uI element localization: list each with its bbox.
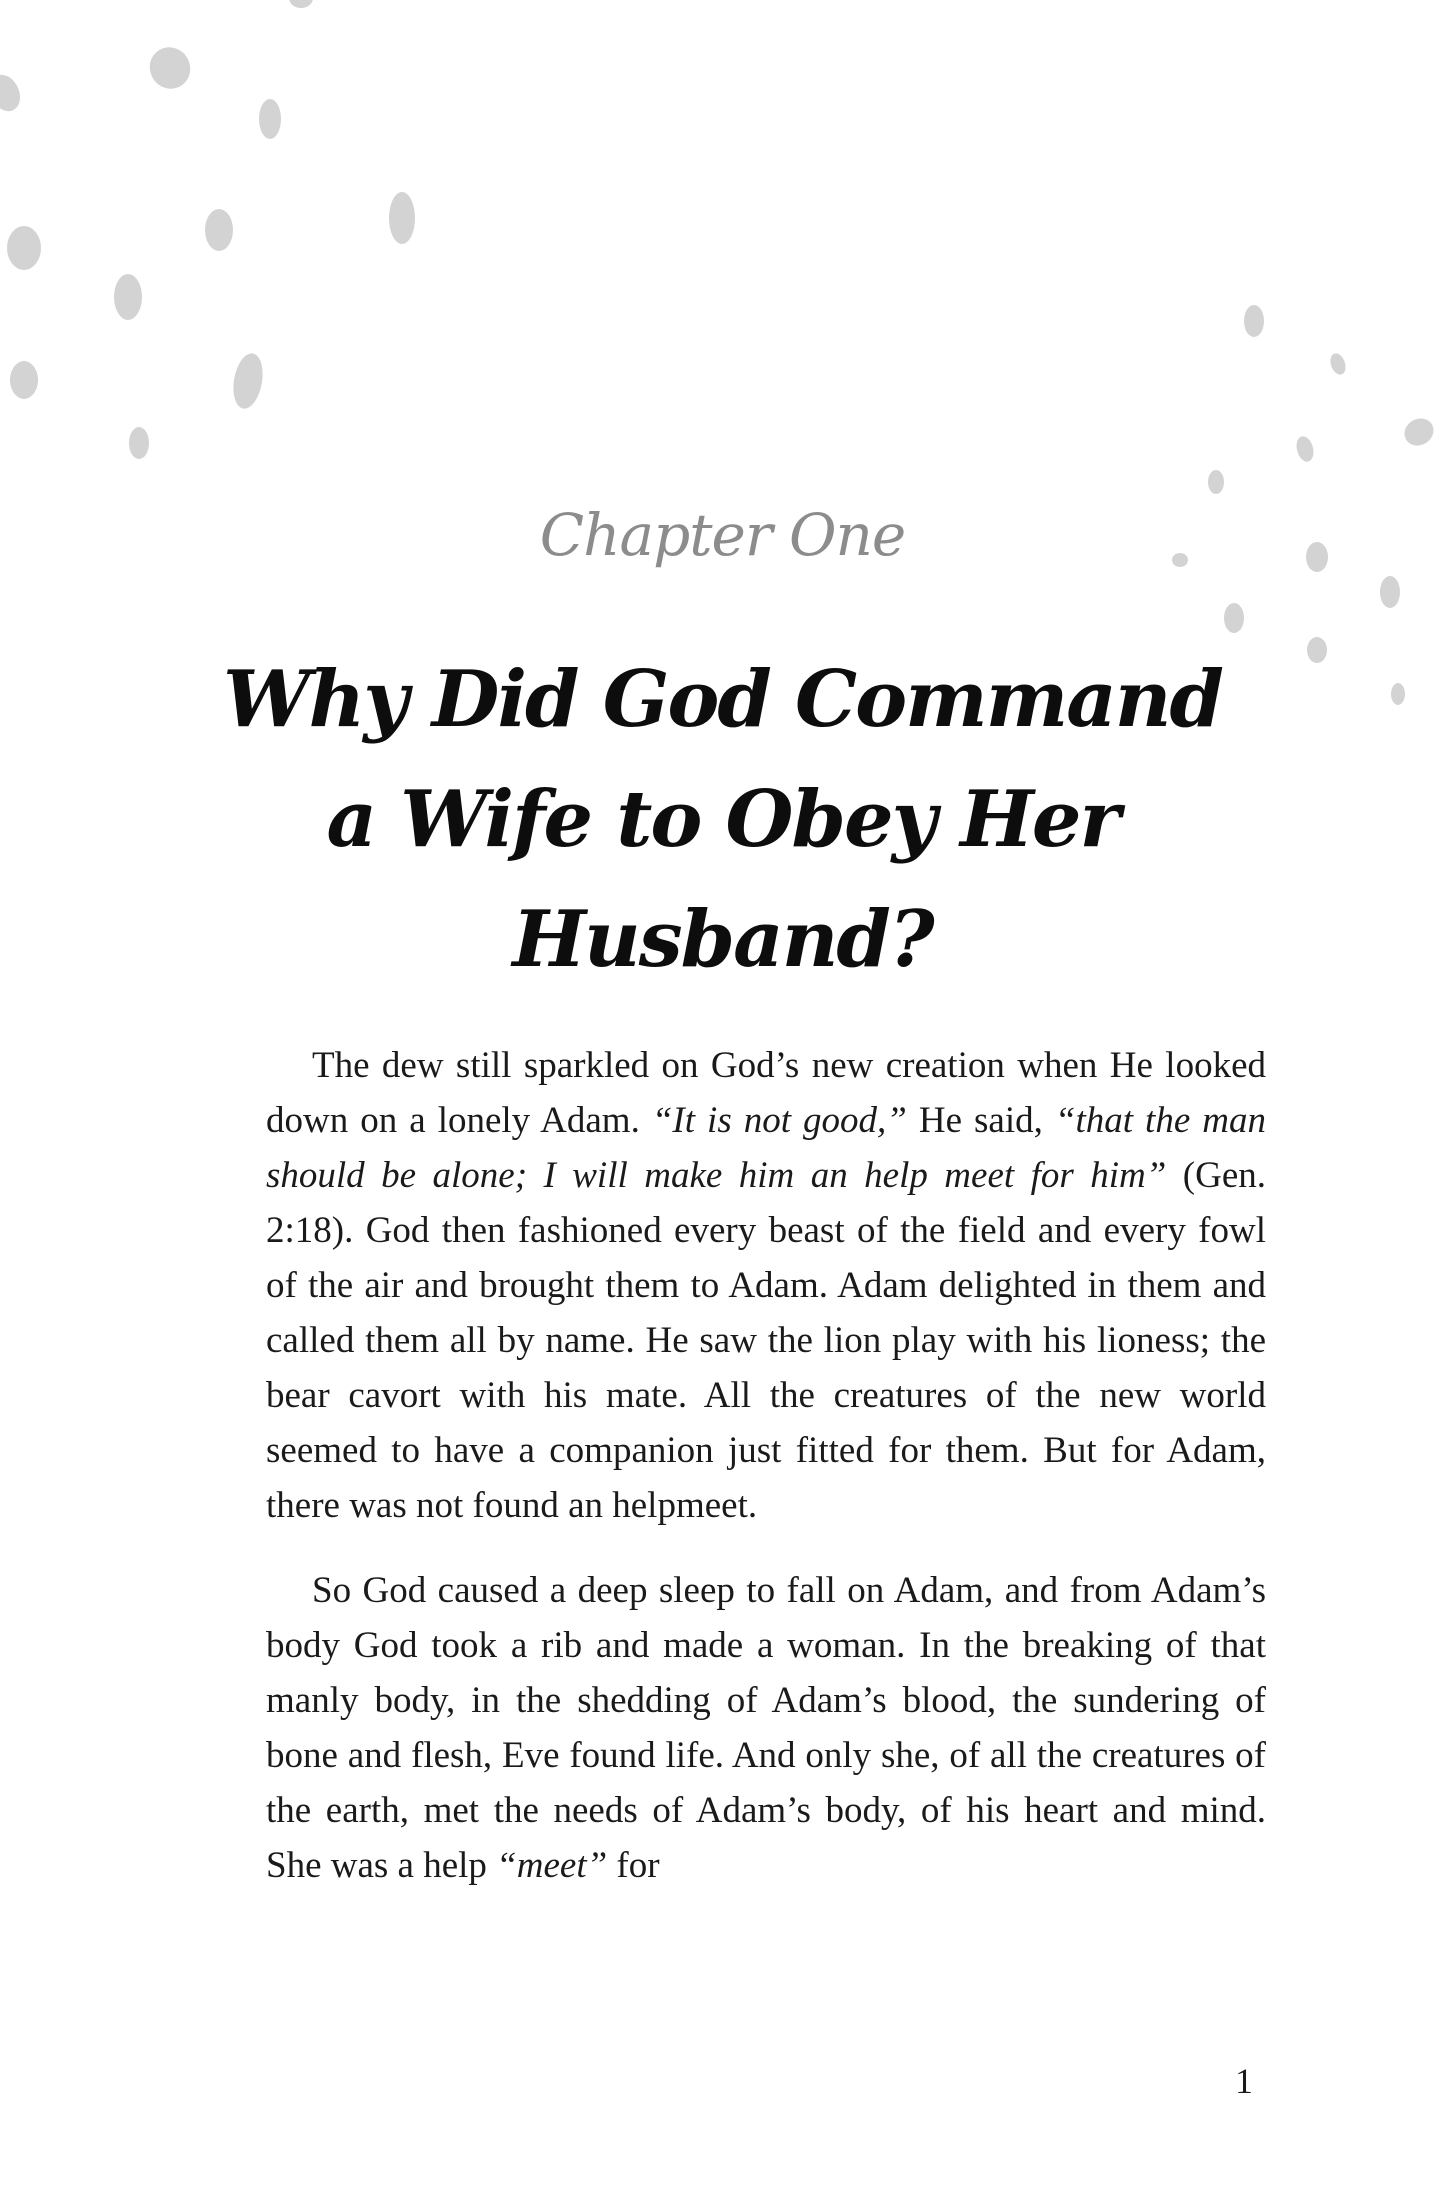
- dot-decoration-icon: [129, 427, 149, 459]
- dot-decoration-icon: [1380, 576, 1400, 608]
- dot-decoration-icon: [1391, 683, 1405, 705]
- chapter-body: [266, 1038, 1266, 1893]
- dot-decoration-icon: [7, 226, 41, 270]
- scripture-quote: “It is not good,”: [651, 1100, 907, 1141]
- dot-decoration-icon: [205, 209, 233, 251]
- paragraph: [266, 1038, 1266, 1533]
- dot-decoration-icon: [389, 192, 415, 244]
- dot-decoration-icon: [1244, 305, 1264, 337]
- page-number: 1: [1235, 2061, 1253, 2101]
- dot-decoration-icon: [1400, 413, 1439, 451]
- dot-decoration-icon: [1208, 470, 1224, 494]
- dot-decoration-icon: [114, 274, 142, 320]
- dot-decoration-icon: [289, 0, 313, 8]
- dot-decoration-icon: [1224, 603, 1244, 633]
- dot-decoration-icon: [259, 99, 281, 139]
- paragraph: [266, 1563, 1266, 1893]
- text-segment: The dew still sparkled on God’s new creation when He looked down on a lonely Adam.: [266, 1045, 1266, 1141]
- scripture-quote: “that the man should be alone; I will make him an help meet for him”: [266, 1100, 1266, 1196]
- dot-decoration-icon: [142, 40, 198, 96]
- text-segment: (Gen. 2:18). God then fashioned every beast of the field and every fowl of the air and brought them to Adam. Adam delighted in them and called them all by name. He saw the lion play with his lioness; the bear cavort with his mate. All the creatures of the new world seemed to have a companion just fitted for them. But for Adam, there was not found an helpmeet.: [266, 1155, 1266, 1526]
- dot-decoration-icon: [1294, 434, 1316, 463]
- dot-decoration-icon: [0, 70, 26, 116]
- text-segment: for: [607, 1845, 660, 1886]
- text-segment: So God caused a deep sleep to fall on Adam, and from Adam’s body God took a rib and made a woman. In the breaking of that manly body, in the shedding of Adam’s blood, the sundering of bone and flesh, Eve found life. And only she, of all the creatures of the earth, met the needs of Adam’s body, of his heart and mind. She was a help: [266, 1570, 1266, 1886]
- chapter-label: Chapter One: [539, 501, 906, 569]
- dot-decoration-icon: [1307, 637, 1327, 663]
- dot-decoration-icon: [1328, 351, 1349, 376]
- dot-decoration-icon: [229, 351, 266, 411]
- dot-decoration-icon: [10, 361, 38, 399]
- emphasis-word: “meet”: [496, 1845, 608, 1886]
- chapter-title: Why Did God Command a Wife to Obey Her Husband?: [222, 654, 1223, 985]
- text-segment: He said,: [906, 1100, 1055, 1141]
